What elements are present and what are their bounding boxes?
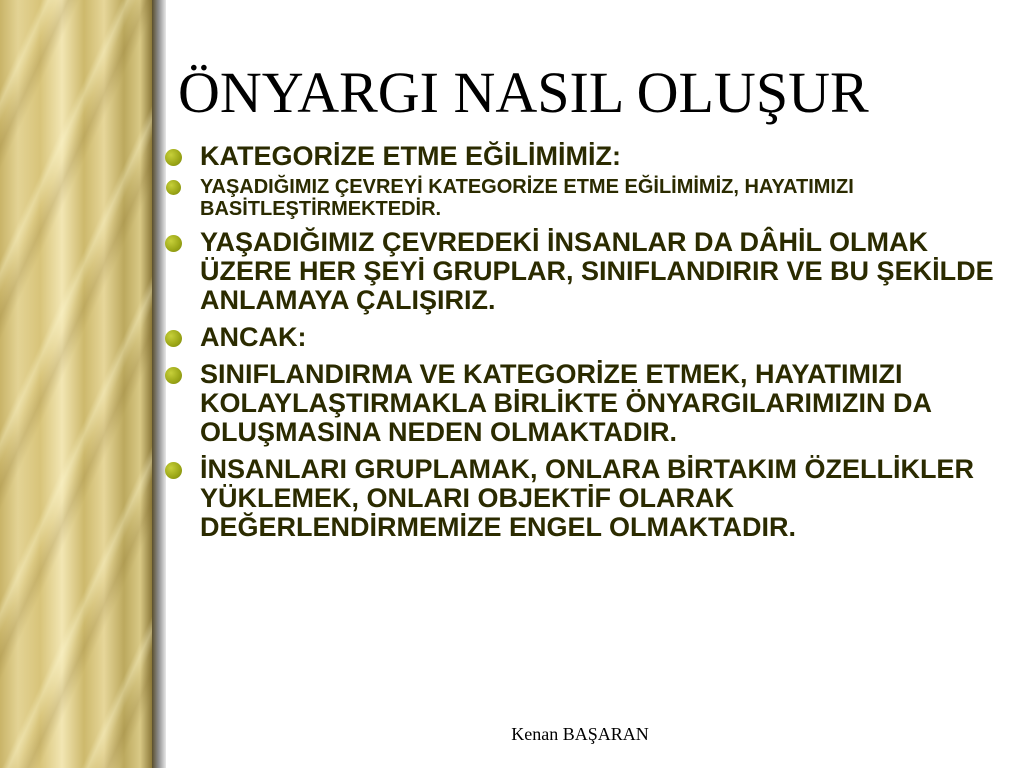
bullet-dot-icon — [166, 180, 181, 195]
bullet-text: SINIFLANDIRMA VE KATEGORİZE ETMEK, HAYATIMIZI KOLAYLAŞTIRMAKLA BİRLİKTE ÖNYARGILARIMIZIN DA OLUŞMASINA NEDEN OLMAKTADIR. — [200, 359, 931, 447]
bullet-dot-icon — [165, 330, 182, 347]
bullet-item — [162, 176, 1002, 220]
bullet-dot-icon — [165, 367, 182, 384]
bullet-item — [162, 323, 1002, 352]
bullet-list — [162, 142, 1002, 542]
bullet-text: KATEGORİZE ETME EĞİLİMİMİZ: — [200, 141, 621, 171]
bullet-text: YAŞADIĞIMIZ ÇEVREYİ KATEGORİZE ETME EĞİLİMİMİZ, HAYATIMIZI BASİTLEŞTİRMEKTEDİR. — [200, 176, 854, 220]
bullet-item — [162, 455, 1002, 542]
bullet-item — [162, 360, 1002, 447]
bullet-item — [162, 142, 1002, 171]
bullet-dot-icon — [165, 235, 182, 252]
bullet-dot-icon — [165, 462, 182, 479]
slide-title: ÖNYARGI NASIL OLUŞUR — [178, 60, 869, 125]
bullet-item — [162, 228, 1002, 315]
footer-author: Kenan BAŞARAN — [511, 724, 649, 744]
gold-column-decoration — [0, 0, 165, 768]
bullet-text: YAŞADIĞIMIZ ÇEVREDEKİ İNSANLAR DA DÂHİL OLMAK ÜZERE HER ŞEYİ GRUPLAR, SINIFLANDIRIR VE BU ŞEKİLDE ANLAMAYA ÇALIŞIRIZ. — [200, 227, 994, 315]
bullet-text: İNSANLARI GRUPLAMAK, ONLARA BİRTAKIM ÖZELLİKLER YÜKLEMEK, ONLARI OBJEKTİF OLARAK DEĞERLENDİRMEMİZE ENGEL OLMAKTADIR. — [200, 454, 974, 542]
bullet-dot-icon — [165, 149, 182, 166]
bullet-text: ANCAK: — [200, 322, 307, 352]
